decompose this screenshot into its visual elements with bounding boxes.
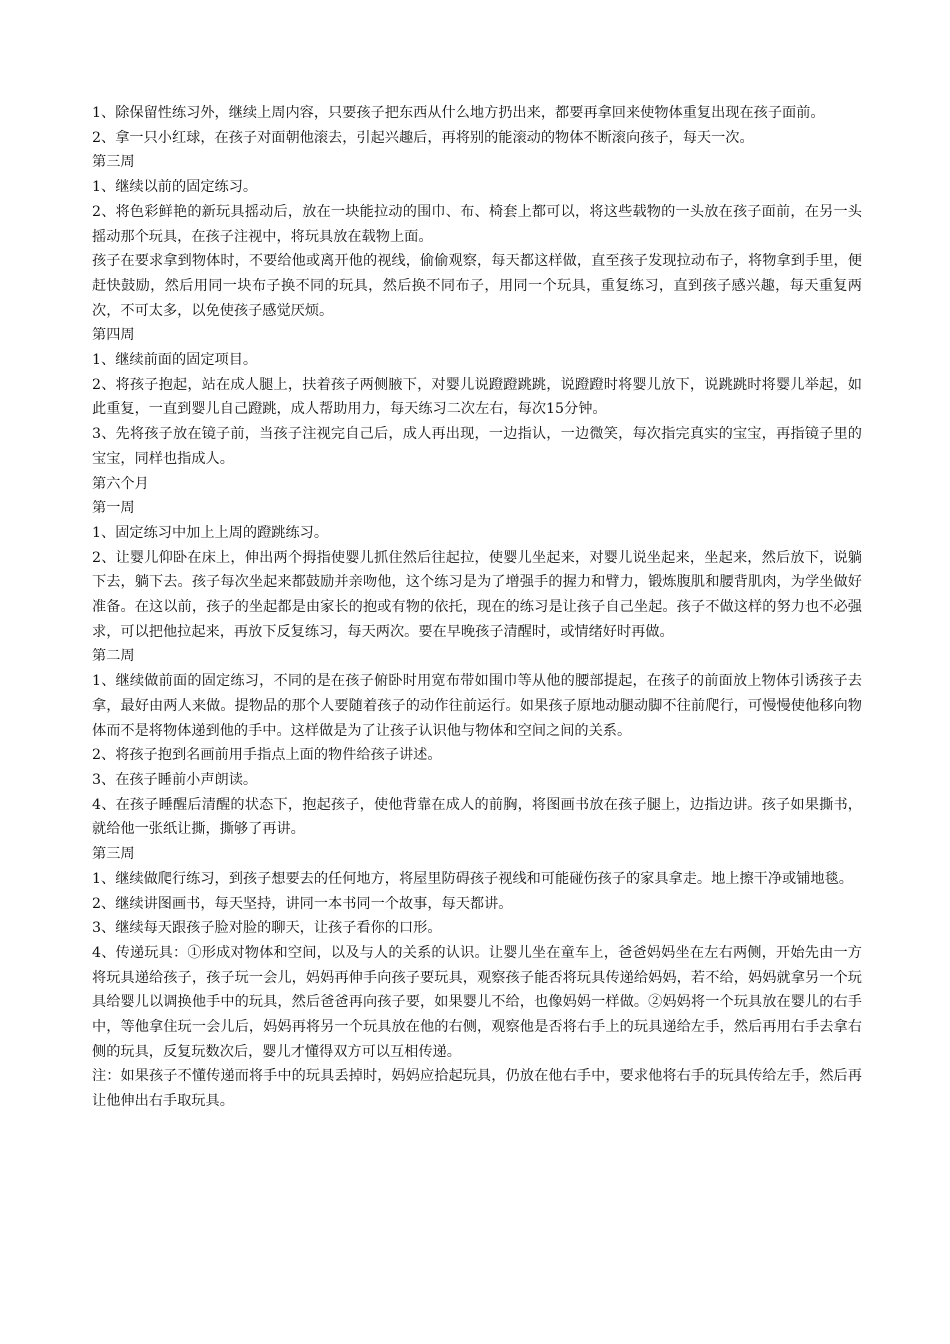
paragraph: 2、拿一只小红球，在孩子对面朝他滚去，引起兴趣后，再将别的能滚动的物体不断滚向孩子，每天一次。	[92, 129, 754, 146]
paragraph: 3、在孩子睡前小声朗读。	[92, 771, 258, 788]
paragraph: 1、继续做爬行练习，到孩子想要去的任何地方，将屋里防碍孩子视线和可能碰伤孩子的家具拿走。地上擦干净或铺地毯。	[92, 870, 853, 887]
month-heading: 第六个月	[92, 475, 149, 492]
paragraph: 2、将孩子抱起，站在成人腿上，扶着孩子两侧腋下，对婴儿说蹬蹬跳跳，说蹬蹬时将婴儿放下，说跳跳时将婴儿举起，如此重复，一直到婴儿自己蹬跳，成人帮助用力，每天练习二次左右，每次15分钟。	[92, 376, 862, 418]
document-page	[92, 101, 862, 1114]
section-heading: 第二周	[92, 648, 135, 665]
paragraph: 2、将色彩鲜艳的新玩具摇动后，放在一块能拉动的围巾、布、椅套上都可以，将这些载物的一头放在孩子面前，在另一头摇动那个玩具，在孩子注视中，将玩具放在载物上面。	[92, 203, 862, 245]
paragraph: 孩子在要求拿到物体时，不要给他或离开他的视线，偷偷观察，每天都这样做，直至孩子发现拉动布子，将物拿到手里，便赶快鼓励，然后用同一块布子换不同的玩具，然后换不同布子，用同一个玩具，重复练习，直到孩子感兴趣，每天重复两次，不可太多，以免使孩子感觉厌烦。	[92, 253, 862, 319]
paragraph: 4、在孩子睡醒后清醒的状态下，抱起孩子，使他背靠在成人的前胸，将图画书放在孩子腿上，边指边讲。孩子如果撕书，就给他一张纸让撕，撕够了再讲。	[92, 796, 862, 838]
paragraph: 1、除保留性练习外，继续上周内容，只要孩子把东西从什么地方扔出来，都要再拿回来使物体重复出现在孩子面前。	[92, 105, 825, 121]
paragraph: 3、继续每天跟孩子脸对脸的聊天，让孩子看你的口形。	[92, 920, 442, 937]
paragraph: 4、传递玩具：①形成对物体和空间，以及与人的关系的认识。让婴儿坐在童车上，爸爸妈妈坐在左右两侧，开始先由一方将玩具递给孩子，孩子玩一会儿，妈妈再伸手向孩子要玩具，观察孩子能否将玩具传递给妈妈，若不给，妈妈就拿另一个玩具给婴儿以调换他手中的玩具，然后爸爸再向孩子要，如果婴儿不给，也像妈妈一样做。②妈妈将一个玩具放在婴儿的右手中，等他拿住玩一会儿后，妈妈再将另一个玩具放在他的右侧，观察他是否将右手上的玩具递给左手，然后再用右手去拿右侧的玩具，反复玩数次后，婴儿才懂得双方可以互相传递。	[92, 944, 862, 1060]
paragraph: 1、固定练习中加上上周的蹬跳练习。	[92, 524, 329, 541]
section-heading: 第三周	[92, 846, 135, 863]
paragraph: 2、将孩子抱到名画前用手指点上面的物件给孩子讲述。	[92, 747, 442, 764]
paragraph: 3、先将孩子放在镜子前，当孩子注视完自己后，成人再出现，一边指认，一边微笑，每次指完真实的宝宝，再指镜子里的宝宝，同样也指成人。	[92, 426, 862, 467]
paragraph: 1、继续做前面的固定练习，不同的是在孩子俯卧时用宽布带如围巾等从他的腰部提起，在孩子的前面放上物体引诱孩子去拿，最好由两人来做。提物品的那个人要随着孩子的动作往前运行。如果孩子原地动腿动脚不往前爬行，可慢慢使他移向物体而不是将物体递到他的手中。这样做是为了让孩子认识他与物体和空间之间的关系。	[92, 673, 862, 739]
paragraph: 2、让婴儿仰卧在床上，伸出两个拇指使婴儿抓住然后往起拉，使婴儿坐起来，对婴儿说坐起来，坐起来，然后放下，说躺下去，躺下去。孩子每次坐起来都鼓励并亲吻他，这个练习是为了增强手的握力和臂力，锻炼腹肌和腰背肌肉，为学坐做好准备。在这以前，孩子的坐起都是由家长的抱或有物的依托，现在的练习是让孩子自己坐起。孩子不做这样的努力也不必强求，可以把他拉起来，再放下反复练习，每天两次。要在早晚孩子清醒时，或情绪好时再做。	[92, 549, 862, 640]
section-heading: 第一周	[92, 500, 135, 517]
section-heading: 第三周	[92, 154, 135, 171]
paragraph: 2、继续讲图画书，每天坚持，讲同一本书同一个故事，每天都讲。	[92, 895, 513, 912]
paragraph: 1、继续以前的固定练习。	[92, 179, 258, 196]
note-paragraph: 注：如果孩子不懂传递而将手中的玩具丢掉时，妈妈应拾起玩具，仍放在他右手中，要求他将右手的玩具传给左手，然后再让他伸出右手取玩具。	[92, 1068, 862, 1110]
paragraph: 1、继续前面的固定项目。	[92, 352, 258, 369]
section-heading: 第四周	[92, 327, 135, 344]
